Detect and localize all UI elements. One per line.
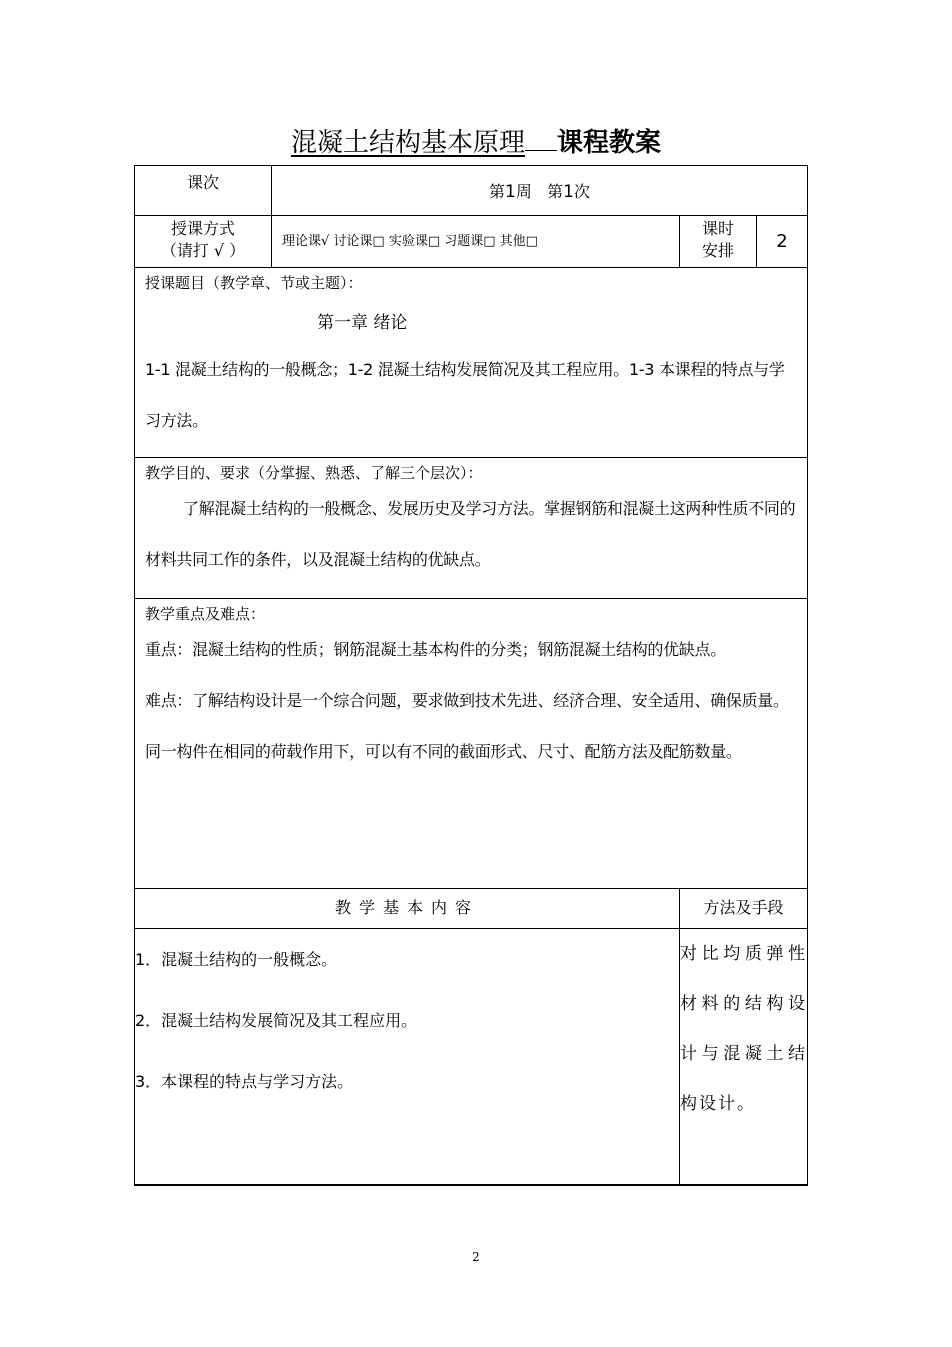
content-header: 教学基本内容	[334, 898, 479, 917]
hours-label-line1: 课时	[701, 219, 734, 238]
topic-sections: 1-1 混凝土结构的一般概念；1-2 混凝土结构发展简况及其工程应用。1-3 本课程的特点与学习方法。	[145, 360, 785, 430]
content-row	[135, 929, 808, 1185]
content-header-cell	[135, 889, 680, 929]
week-session-cell	[272, 166, 808, 216]
topic-label: 授课题目（教学章、节或主题）：	[145, 274, 363, 292]
hours-value: 2	[776, 231, 788, 252]
method-label-line1: 授课方式	[170, 219, 235, 238]
topic-cell	[135, 268, 808, 458]
lesson-row	[135, 166, 808, 216]
method-row	[135, 216, 808, 268]
method-text: 对比均质弹性材料的结构设计与混凝土结构设计。	[680, 944, 808, 1114]
content-item-2: 2．混凝土结构发展简况及其工程应用。	[135, 1011, 418, 1030]
document-title	[0, 122, 952, 163]
topic-row	[135, 268, 808, 458]
difficult-point-text: 了解结构设计是一个综合问题，要求做到技术先进、经济合理、安全适用、确保质量。同一构件在相同的荷载作用下，可以有不同的截面形式、尺寸、配筋方法及配筋数量。	[145, 691, 789, 761]
method-header-cell	[680, 889, 808, 929]
session-number: 1	[563, 182, 574, 202]
objectives-row	[135, 458, 808, 599]
key-points-cell	[135, 599, 808, 889]
week-prefix: 第	[489, 182, 506, 201]
objectives-text: 了解混凝土结构的一般概念、发展历史及学习方法。掌握钢筋和混凝土这两种性质不同的材料共同工作的条件，以及混凝土结构的优缺点。	[145, 499, 796, 569]
lesson-label: 课次	[186, 173, 219, 192]
content-list-cell	[135, 929, 680, 1185]
hours-value-cell	[757, 216, 808, 268]
key-point-prefix: 重点：	[145, 640, 193, 659]
week-number: 1	[505, 182, 516, 202]
method-text-cell	[680, 929, 808, 1185]
method-header: 方法及手段	[703, 898, 784, 917]
difficult-point-prefix: 难点：	[145, 691, 193, 710]
lesson-label-cell	[135, 166, 272, 216]
objectives-label: 教学目的、要求（分掌握、熟悉、了解三个层次）：	[145, 464, 483, 482]
course-subject: 混凝土结构基本原理	[290, 128, 525, 158]
session-prefix: 第	[547, 182, 564, 201]
hours-label-cell	[680, 216, 757, 268]
content-item-3: 3．本课程的特点与学习方法。	[135, 1072, 354, 1091]
hours-label-line2: 安排	[701, 241, 734, 260]
session-unit: 次	[573, 182, 590, 201]
content-item-1: 1．混凝土结构的一般概念。	[135, 950, 338, 969]
key-point-paragraph	[135, 624, 807, 675]
title-suffix: 课程教案	[557, 128, 662, 158]
page-number: 2	[472, 1250, 480, 1264]
method-label-cell	[135, 216, 272, 268]
chapter-title: 第一章 绪论	[317, 313, 408, 333]
lesson-plan-table	[134, 165, 808, 1186]
week-unit: 周	[515, 182, 532, 201]
key-point-text: 混凝土结构的性质；钢筋混凝土基本构件的分类；钢筋混凝土结构的优缺点。	[192, 640, 726, 659]
content-header-row	[135, 889, 808, 929]
key-points-label: 教学重点及难点：	[145, 605, 266, 623]
method-label-line2: （请打 √ ）	[160, 241, 246, 260]
key-points-row	[135, 599, 808, 889]
objectives-cell	[135, 458, 808, 599]
method-types: 理论课√ 讨论课□ 实验课□ 习题课□ 其他□	[282, 233, 538, 249]
difficult-point-paragraph	[135, 675, 807, 777]
title-blank-line	[525, 122, 557, 151]
method-types-cell	[272, 216, 680, 268]
